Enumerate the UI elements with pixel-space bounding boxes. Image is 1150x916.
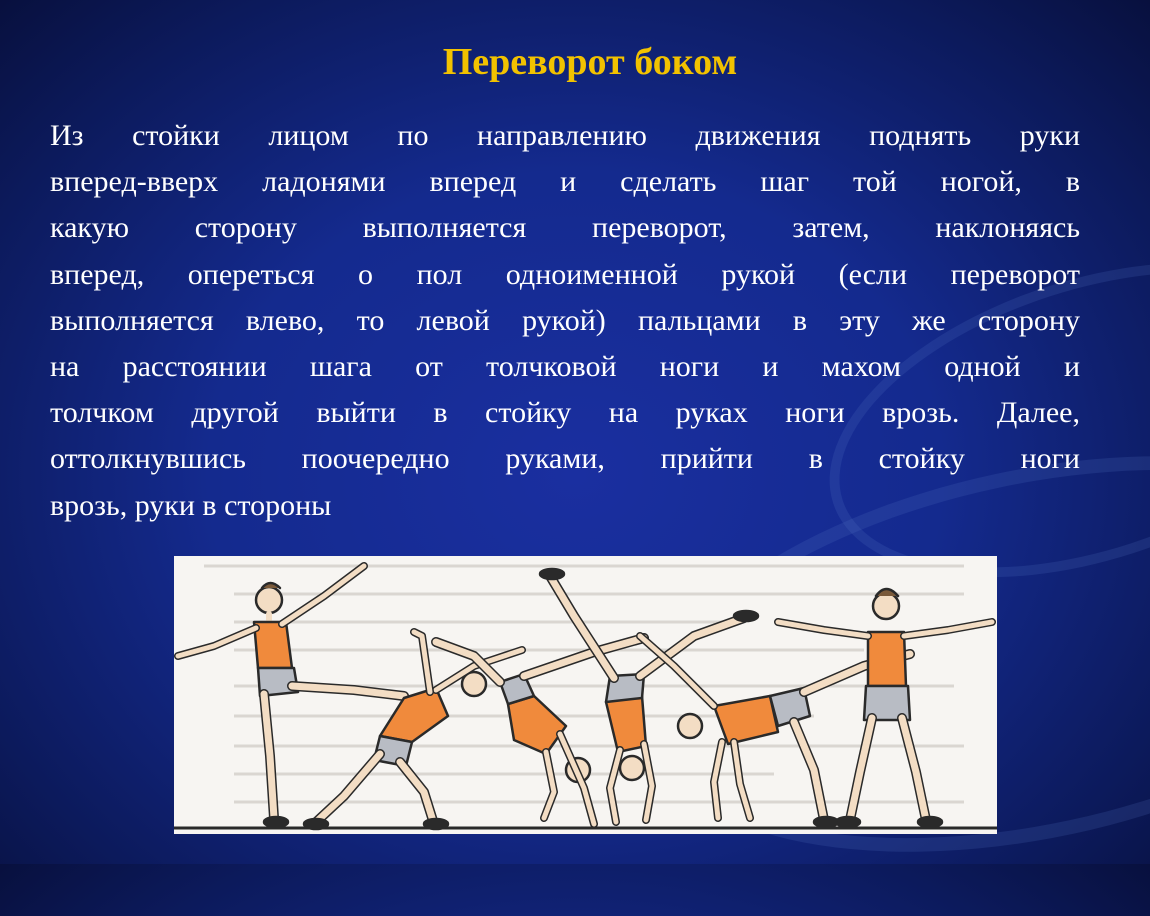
- body-line: вперед, опереться о пол одноименной рукой (если переворот: [50, 257, 1080, 291]
- body-line: на расстоянии шага от толчковой ноги и махом одной и: [50, 350, 1080, 384]
- cartwheel-figures-svg: [174, 556, 997, 834]
- slide-body: [50, 113, 1080, 529]
- body-line: оттолкнувшись поочередно руками, прийти в стойку ноги: [50, 442, 1080, 476]
- body-line: толчком другой выйти в стойку на руках ноги врозь. Далее,: [50, 396, 1080, 430]
- body-line: вперед-вверх ладонями вперед и сделать шаг той ногой, в: [50, 165, 1080, 199]
- gymnast-figure-4: [540, 569, 758, 822]
- body-line: врозь, руки в стороны: [50, 488, 332, 522]
- cartwheel-illustration: [174, 556, 997, 834]
- body-line: выполняется влево, то левой рукой) пальцами в эту же сторону: [50, 303, 1080, 337]
- body-line: Из стойки лицом по направлению движения поднять руки: [50, 119, 1080, 152]
- gymnast-figure-2: [304, 632, 522, 829]
- gymnast-figure-1: [178, 566, 404, 827]
- gymnast-figure-6: [778, 589, 992, 827]
- body-line: какую сторону выполняется переворот, затем, наклоняясь: [50, 211, 1080, 245]
- slide-title: Переворот боком: [442, 41, 738, 83]
